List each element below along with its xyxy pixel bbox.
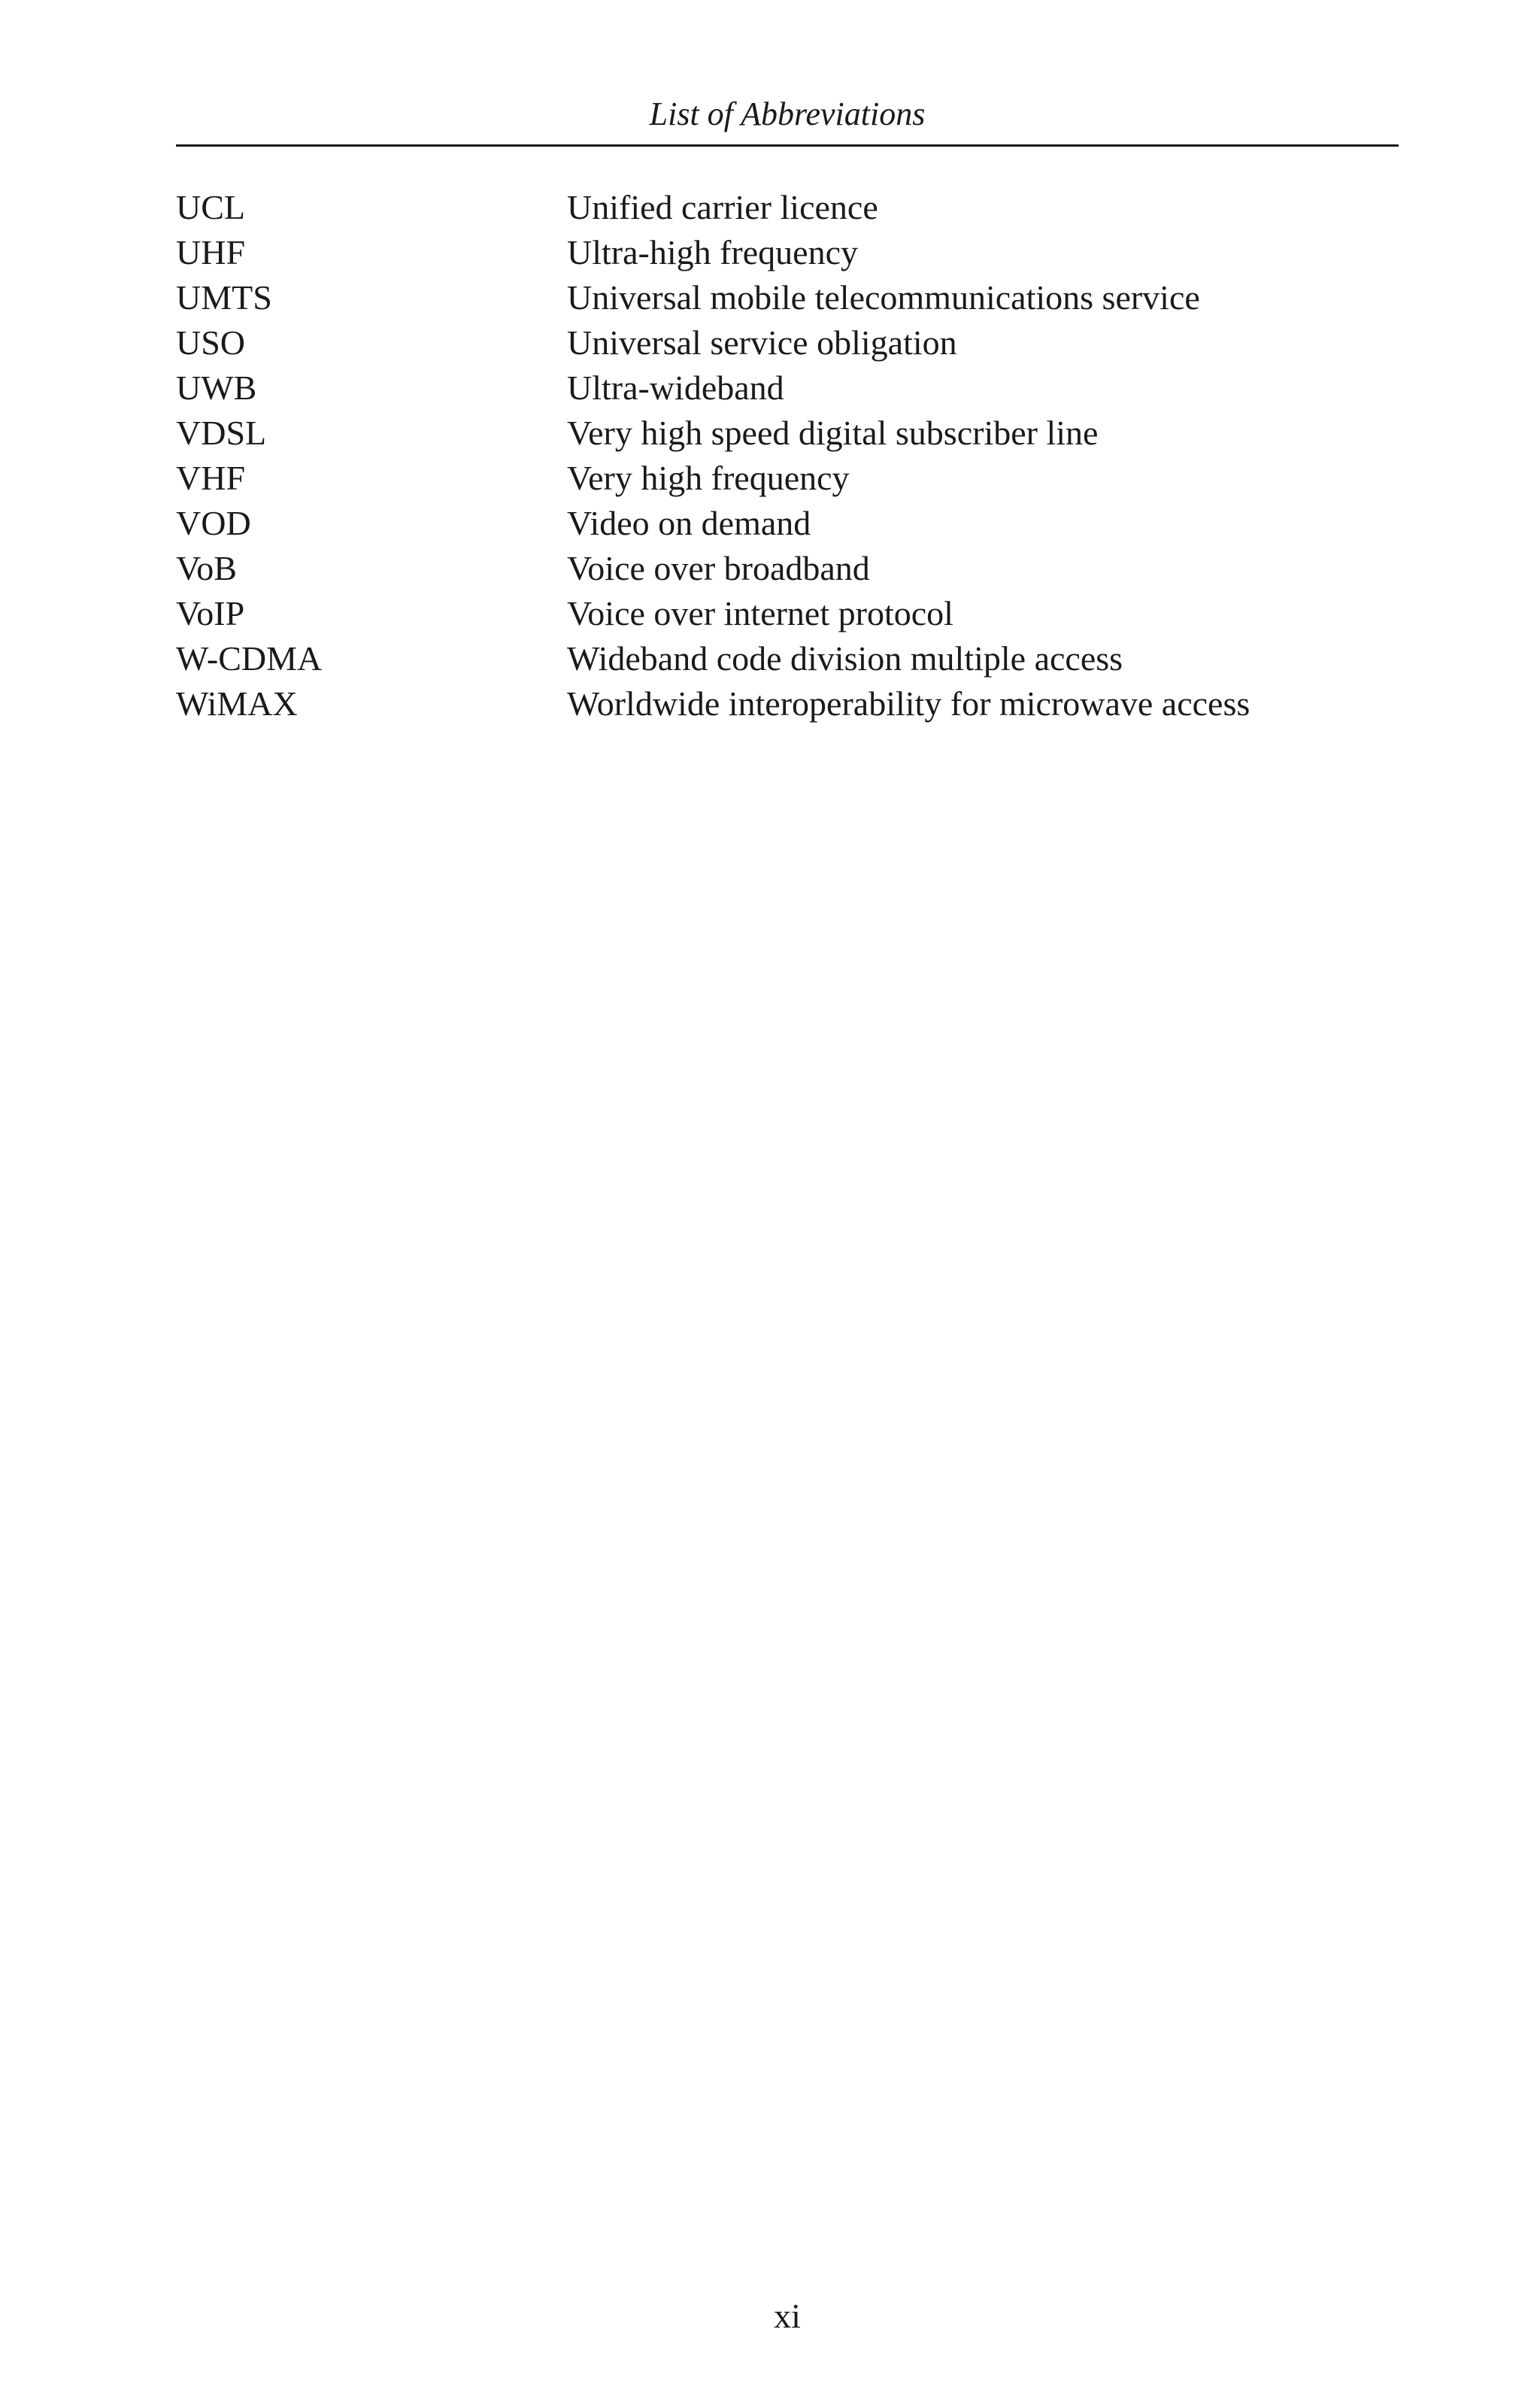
abbreviation-term: UWB	[176, 368, 257, 407]
abbreviation-term: VHF	[176, 459, 246, 497]
abbreviation-term: USO	[176, 323, 246, 362]
running-header: List of Abbreviations	[649, 96, 926, 132]
abbreviation-term: W-CDMA	[176, 639, 323, 678]
abbreviation-row	[176, 185, 1399, 230]
abbreviation-row	[176, 591, 1399, 636]
header-rule	[176, 144, 1399, 147]
abbreviation-term: UHF	[176, 233, 246, 271]
abbreviation-list	[176, 185, 1399, 726]
abbreviation-definition: Very high frequency	[567, 459, 850, 497]
abbreviation-definition: Very high speed digital subscriber line	[567, 414, 1099, 452]
abbreviation-row	[176, 320, 1399, 365]
abbreviation-definition: Worldwide interoperability for microwave access	[567, 684, 1250, 723]
abbreviation-definition: Voice over internet protocol	[567, 594, 953, 632]
abbreviation-definition: Universal mobile telecommunications service	[567, 278, 1200, 317]
abbreviation-definition: Wideband code division multiple access	[567, 639, 1123, 678]
abbreviation-row	[176, 230, 1399, 275]
abbreviation-definition: Ultra-high frequency	[567, 233, 859, 271]
abbreviation-row	[176, 501, 1399, 546]
abbreviation-term: VDSL	[176, 414, 267, 452]
abbreviation-term: UCL	[176, 188, 245, 226]
abbreviation-row	[176, 681, 1399, 726]
abbreviation-row	[176, 365, 1399, 411]
page-number: xi	[774, 2297, 801, 2335]
abbreviation-definition: Universal service obligation	[567, 323, 957, 362]
abbreviation-definition: Ultra-wideband	[567, 368, 784, 407]
abbreviation-row	[176, 275, 1399, 320]
abbreviation-definition: Video on demand	[567, 504, 811, 542]
abbreviation-term: WiMAX	[176, 684, 298, 723]
abbreviation-row	[176, 546, 1399, 591]
abbreviation-definition: Unified carrier licence	[567, 188, 878, 226]
abbreviation-row	[176, 636, 1399, 681]
abbreviation-term: VoIP	[176, 594, 245, 632]
abbreviation-row	[176, 411, 1399, 456]
abbreviation-row	[176, 456, 1399, 501]
abbreviation-term: VoB	[176, 549, 237, 587]
abbreviation-definition: Voice over broadband	[567, 549, 870, 587]
abbreviation-term: VOD	[176, 504, 251, 542]
abbreviation-term: UMTS	[176, 278, 272, 317]
